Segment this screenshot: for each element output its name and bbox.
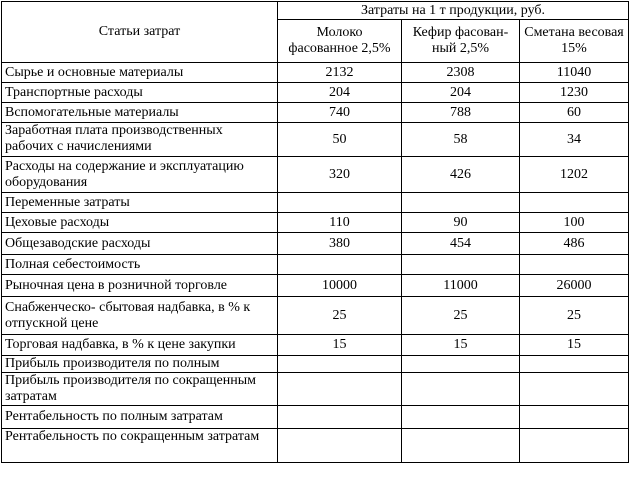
table-row bbox=[2, 335, 629, 356]
cell-value bbox=[520, 406, 629, 429]
row-label: Транспортные расходы bbox=[2, 83, 278, 103]
row-label bbox=[2, 123, 278, 157]
cell-value: 50 bbox=[278, 123, 402, 157]
cell-value: 380 bbox=[278, 233, 402, 255]
table-row bbox=[2, 255, 629, 275]
row-label: Расходы на содержание и эксплуатацию оборудования bbox=[2, 157, 278, 193]
cell-value bbox=[520, 255, 629, 275]
cell-value: 100 bbox=[520, 213, 629, 233]
row-label: Рыночная цена в розничной торговле bbox=[2, 275, 278, 297]
cell-value: 740 bbox=[278, 103, 402, 123]
row-label-text: Рентабельность по сокращенным затратам bbox=[5, 429, 260, 444]
table-row bbox=[2, 103, 629, 123]
cell-value: 110 bbox=[278, 213, 402, 233]
cell-value: 10000 bbox=[278, 275, 402, 297]
cell-value: 2308 bbox=[402, 63, 520, 83]
table-row bbox=[2, 193, 629, 213]
column-header: Молоко фасованное 2,5% bbox=[278, 20, 402, 63]
group-header-cell: Затраты на 1 т продукции, руб. bbox=[278, 2, 629, 20]
cell-value: 486 bbox=[520, 233, 629, 255]
cell-value: 34 bbox=[520, 123, 629, 157]
row-label: Снабженческо- сбытовая надбавка, в % к отпускной цене bbox=[2, 297, 278, 335]
table-row bbox=[2, 63, 629, 83]
cell-value: 454 bbox=[402, 233, 520, 255]
table-row bbox=[2, 373, 629, 406]
cell-value: 60 bbox=[520, 103, 629, 123]
row-label bbox=[2, 429, 278, 463]
row-label: Переменные затраты bbox=[2, 193, 278, 213]
table-row bbox=[2, 213, 629, 233]
row-label-text: Заработная плата производственных рабочих с начислениями bbox=[5, 123, 223, 154]
row-label bbox=[2, 373, 278, 406]
cell-value bbox=[520, 429, 629, 463]
cell-value bbox=[402, 356, 520, 373]
row-header-cell: Статьи затрат bbox=[2, 2, 278, 63]
row-label: Вспомогательные материалы bbox=[2, 103, 278, 123]
cell-value bbox=[520, 373, 629, 406]
cell-value: 788 bbox=[402, 103, 520, 123]
cell-value bbox=[278, 255, 402, 275]
cell-value bbox=[402, 193, 520, 213]
cell-value bbox=[402, 373, 520, 406]
cell-value: 320 bbox=[278, 157, 402, 193]
cell-value bbox=[278, 373, 402, 406]
table-row bbox=[2, 233, 629, 255]
row-label-text: Прибыль производителя по полным bbox=[5, 356, 220, 371]
cell-value: 1230 bbox=[520, 83, 629, 103]
table-row bbox=[2, 83, 629, 103]
cell-value: 90 bbox=[402, 213, 520, 233]
table-row bbox=[2, 123, 629, 157]
row-label bbox=[2, 356, 278, 373]
column-header: Сметана весовая 15% bbox=[520, 20, 629, 63]
table-row bbox=[2, 297, 629, 335]
cell-value: 15 bbox=[278, 335, 402, 356]
row-label-text: Прибыль производителя по сокращенным затратам bbox=[5, 373, 256, 404]
row-label: Рентабельность по полным затратам bbox=[2, 406, 278, 429]
row-label: Сырье и основные материалы bbox=[2, 63, 278, 83]
cell-value bbox=[520, 356, 629, 373]
column-header: Кефир фасован-ный 2,5% bbox=[402, 20, 520, 63]
cell-value bbox=[278, 356, 402, 373]
row-label: Торговая надбавка, в % к цене закупки bbox=[2, 335, 278, 356]
cell-value: 25 bbox=[402, 297, 520, 335]
cell-value bbox=[520, 193, 629, 213]
cell-value: 1202 bbox=[520, 157, 629, 193]
cell-value bbox=[278, 193, 402, 213]
cell-value: 15 bbox=[520, 335, 629, 356]
row-label: Общезаводские расходы bbox=[2, 233, 278, 255]
cell-value: 204 bbox=[402, 83, 520, 103]
cell-value bbox=[402, 429, 520, 463]
row-label: Полная себестоимость bbox=[2, 255, 278, 275]
cell-value: 25 bbox=[520, 297, 629, 335]
cell-value bbox=[402, 406, 520, 429]
cell-value: 58 bbox=[402, 123, 520, 157]
cell-value: 426 bbox=[402, 157, 520, 193]
cell-value: 26000 bbox=[520, 275, 629, 297]
table-row bbox=[2, 356, 629, 373]
cost-table bbox=[1, 1, 629, 463]
table-row bbox=[2, 275, 629, 297]
cell-value: 11000 bbox=[402, 275, 520, 297]
cell-value bbox=[402, 255, 520, 275]
cell-value: 15 bbox=[402, 335, 520, 356]
table-row bbox=[2, 429, 629, 463]
cell-value: 204 bbox=[278, 83, 402, 103]
cell-value: 2132 bbox=[278, 63, 402, 83]
cell-value: 25 bbox=[278, 297, 402, 335]
table-row bbox=[2, 406, 629, 429]
header-row-1 bbox=[2, 2, 629, 20]
cell-value bbox=[278, 429, 402, 463]
table-row bbox=[2, 157, 629, 193]
row-label: Цеховые расходы bbox=[2, 213, 278, 233]
cell-value: 11040 bbox=[520, 63, 629, 83]
cell-value bbox=[278, 406, 402, 429]
